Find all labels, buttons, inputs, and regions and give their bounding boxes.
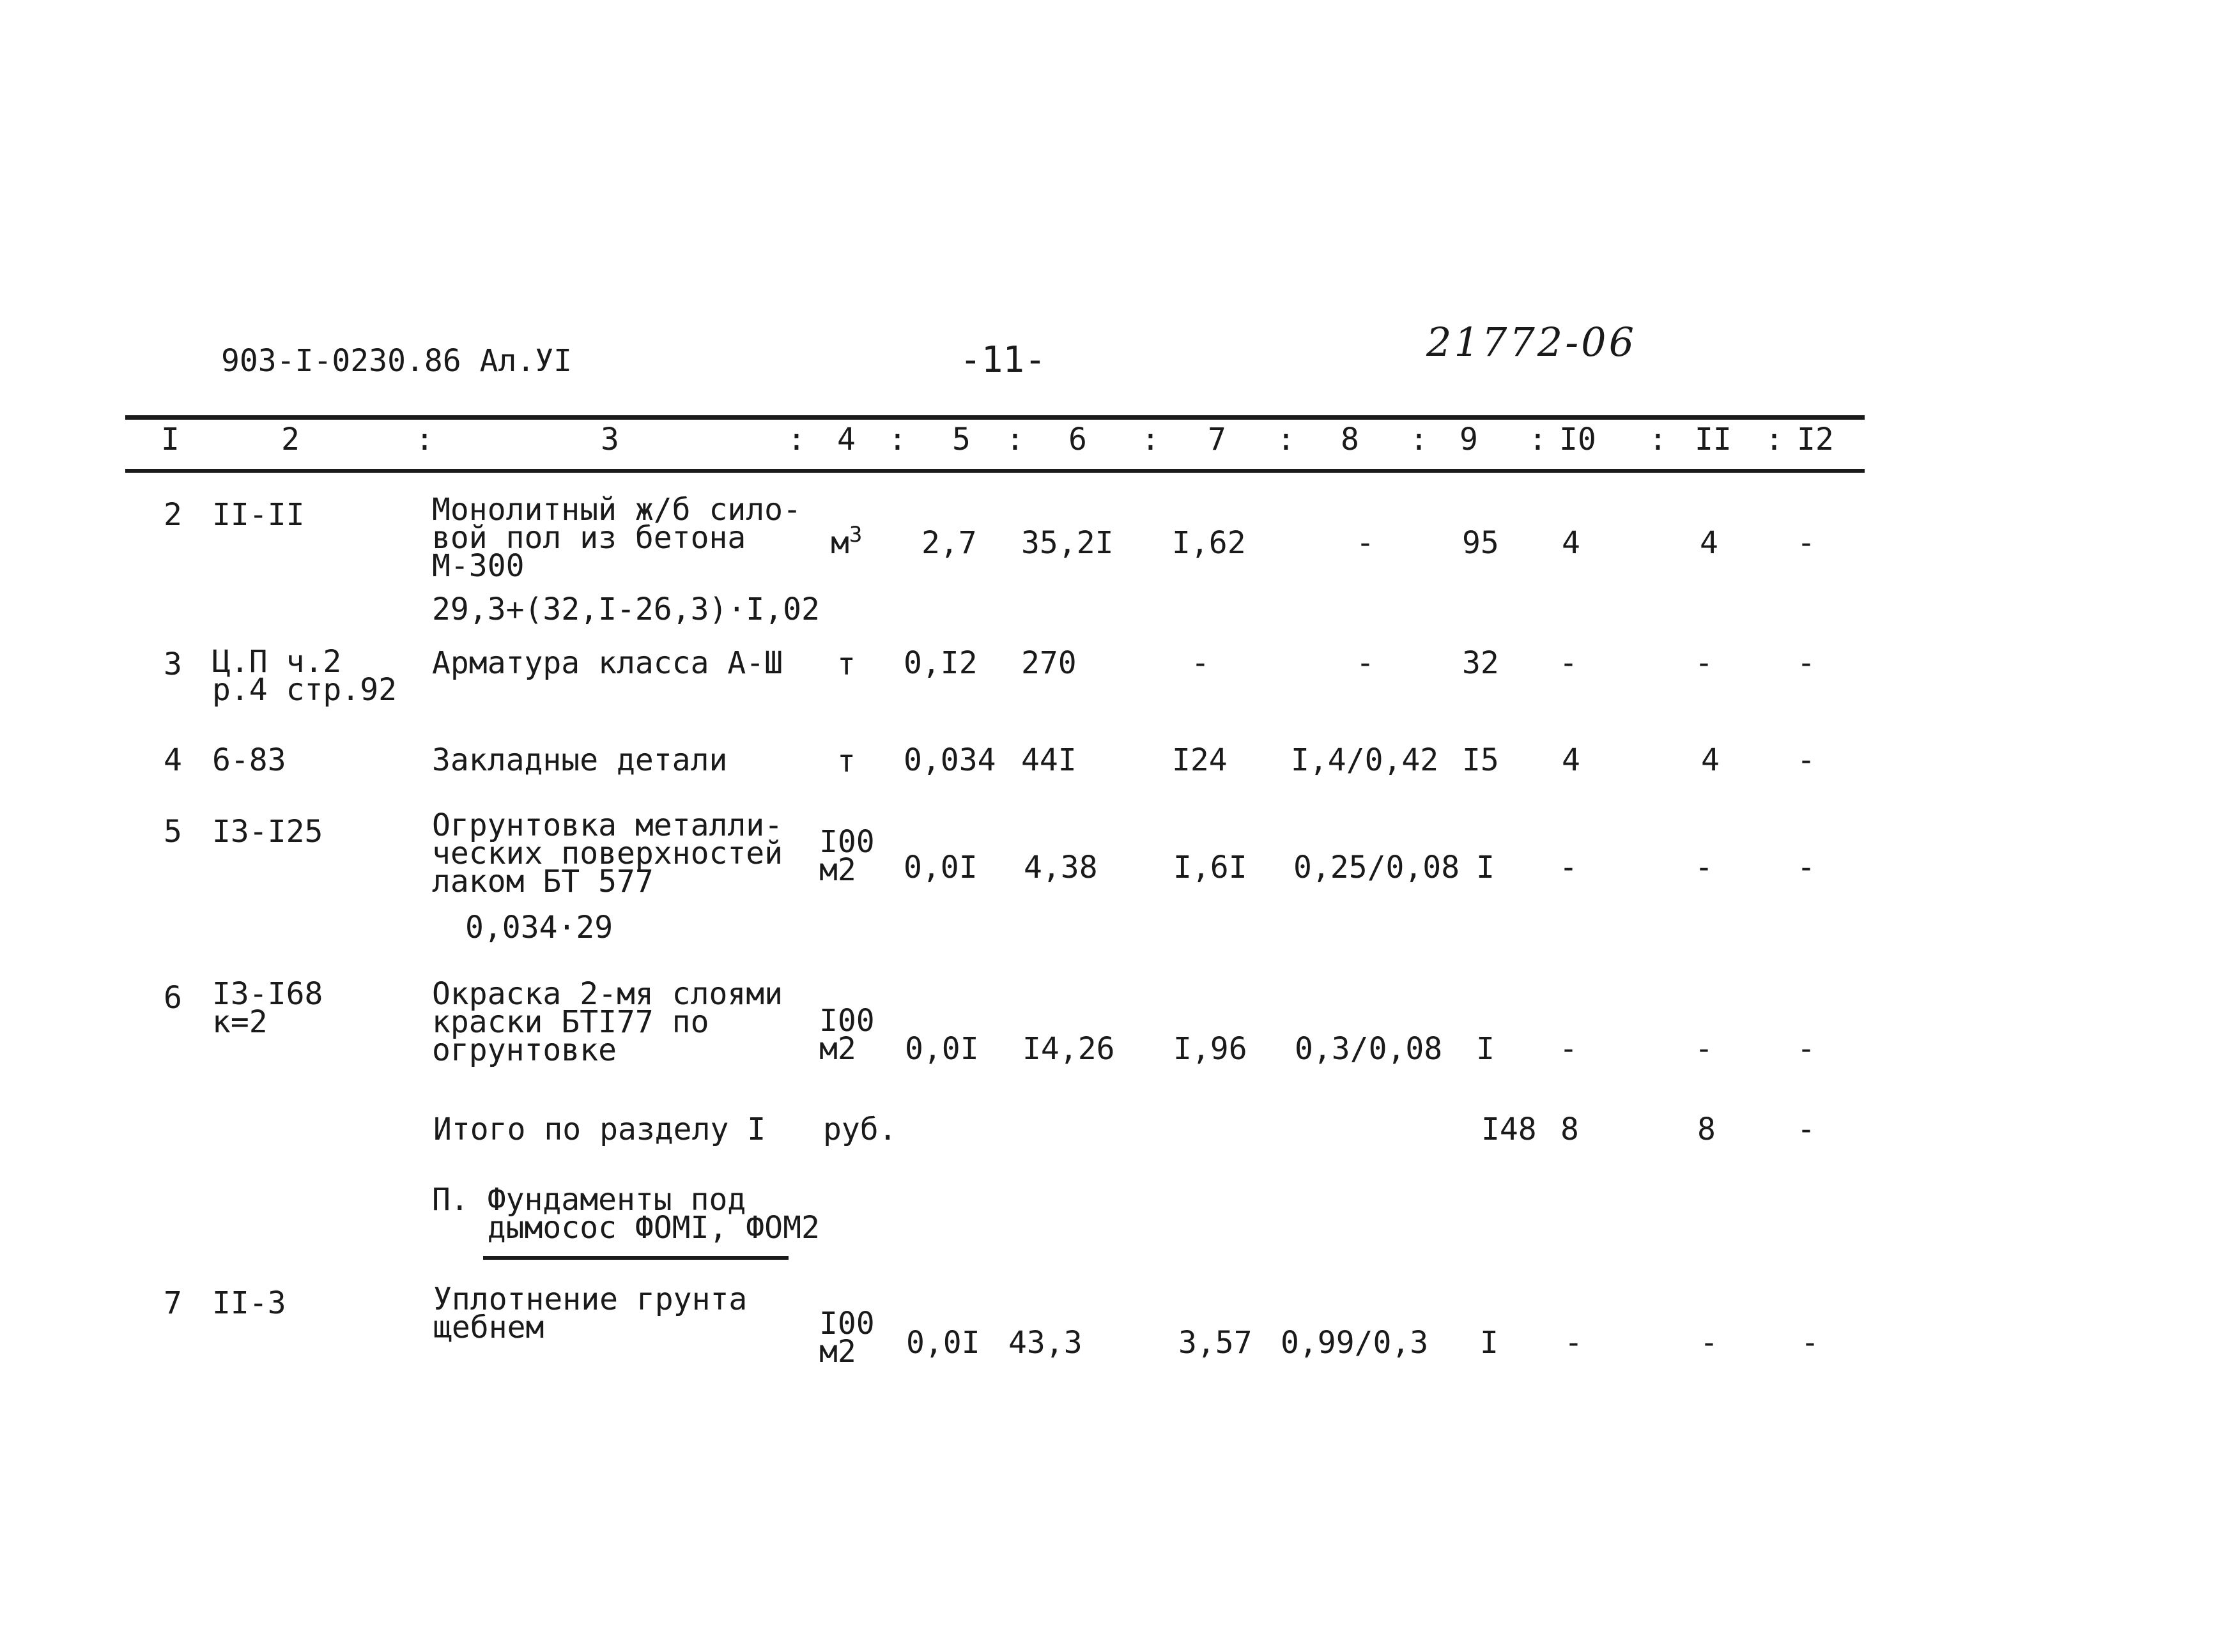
col-8-value: 0,3/0,08 [1295, 1031, 1443, 1067]
col-8-value: I,4/0,42 [1291, 742, 1439, 778]
col-7-value: I,6I [1173, 850, 1247, 885]
column-header: 4 [837, 422, 856, 457]
norm-code: I3-I68 к=2 [212, 976, 323, 1040]
row-number: 4 [164, 742, 182, 778]
unit-cost: I4,26 [1022, 1031, 1115, 1067]
column-header: 7 [1208, 422, 1226, 457]
col-9-value: I [1476, 1031, 1495, 1067]
col-10-value: - [1559, 1031, 1578, 1067]
col-11-value: 4 [1701, 742, 1720, 778]
column-header: I [161, 422, 180, 457]
column-header: II [1695, 422, 1732, 457]
col-9-value: I [1480, 1325, 1498, 1361]
work-description: Арматура класса А-Ш [432, 645, 783, 681]
archive-stamp-number: 21772-06 [1426, 319, 1637, 365]
quantity: 0,0I [906, 1325, 980, 1361]
work-description: Огрунтовка металли- ческих поверхностей лаком БТ 577 [432, 807, 783, 899]
column-header: 2 [281, 422, 300, 457]
quantity: 2,7 [921, 525, 977, 561]
row-number: 7 [164, 1285, 182, 1321]
unit: $м^3$ [831, 522, 863, 561]
col-11-value: - [1700, 1325, 1718, 1361]
col-11-value: 8 [1697, 1112, 1716, 1147]
col-8-value: - [1356, 645, 1375, 681]
quantity: 0,034 [904, 742, 996, 778]
table-header-rule [125, 469, 1865, 473]
work-description: Уплотнение грунта щебнем [433, 1281, 748, 1345]
column-separator: : [1765, 422, 1783, 457]
row-number: 6 [164, 980, 182, 1016]
row-number: 2 [164, 497, 182, 533]
column-separator: : [888, 422, 907, 457]
col-10-value: 4 [1562, 525, 1580, 561]
col-9-value: 95 [1462, 525, 1499, 561]
norm-code: I3-I25 [212, 814, 323, 850]
unit: т [837, 646, 856, 682]
norm-code: II-3 [212, 1285, 286, 1321]
column-separator: : [1410, 422, 1428, 457]
unit-cost: 4,38 [1024, 850, 1098, 885]
table-top-rule [125, 415, 1865, 420]
unit-cost: 35,2I [1021, 525, 1114, 561]
col-7-value: I,62 [1172, 525, 1246, 561]
row-number: 3 [164, 646, 182, 682]
quantity: 0,I2 [904, 645, 978, 681]
unit: т [837, 744, 856, 779]
unit-cost: 270 [1021, 645, 1077, 681]
col-7-value: I24 [1172, 742, 1228, 778]
column-separator: : [1006, 422, 1024, 457]
column-header: 8 [1341, 422, 1359, 457]
column-header: I0 [1559, 422, 1596, 457]
norm-code: Ц.П ч.2 р.4 стр.92 [212, 644, 397, 708]
col-8-value: - [1356, 525, 1375, 561]
work-description: Окраска 2-мя слоями краски БТI77 по огрунтовке [432, 976, 783, 1068]
col-10-value: 4 [1562, 742, 1580, 778]
column-header: 9 [1460, 422, 1478, 457]
column-separator: : [787, 422, 806, 457]
col-11-value: - [1695, 1031, 1713, 1067]
col-7-value: I,96 [1173, 1031, 1247, 1067]
col-10-value: - [1564, 1325, 1583, 1361]
column-separator: : [1277, 422, 1295, 457]
unit-cost: 43,3 [1008, 1325, 1082, 1361]
col-9-value: I [1476, 850, 1495, 885]
column-header: 5 [952, 422, 971, 457]
work-description: Монолитный ж/б сило- вой пол из бетона М-300 [432, 492, 801, 584]
col-11-value: - [1695, 645, 1713, 681]
section-underline [483, 1256, 789, 1260]
section-heading: П. Фундаменты под дымосос ФОМI, ФОМ2 [432, 1182, 820, 1246]
page-number: -11- [960, 339, 1046, 381]
col-9-value: 32 [1462, 645, 1499, 681]
col-12-value: - [1797, 850, 1815, 885]
quantity: 0,0I [904, 850, 978, 885]
col-9-value: I5 [1462, 742, 1499, 778]
unit: I00 м2 [819, 824, 875, 888]
column-header: I2 [1797, 422, 1834, 457]
unit-cost: 44I [1021, 742, 1077, 778]
col-12-value: - [1797, 742, 1815, 778]
col-7-value: - [1191, 645, 1210, 681]
col-12-value: - [1797, 1031, 1815, 1067]
norm-code: 6-83 [212, 742, 286, 778]
row-number: 5 [164, 814, 182, 850]
col-11-value: 4 [1700, 525, 1718, 561]
col-10-value: - [1559, 850, 1578, 885]
quantity-formula: 0,034·29 [465, 910, 613, 945]
col-12-value: - [1797, 1112, 1815, 1147]
col-12-value: - [1797, 525, 1815, 561]
col-10-value: 8 [1560, 1112, 1579, 1147]
col-10-value: - [1559, 645, 1578, 681]
col-7-value: 3,57 [1178, 1325, 1252, 1361]
column-header: 6 [1068, 422, 1087, 457]
col-11-value: - [1695, 850, 1713, 885]
column-separator: : [1141, 422, 1160, 457]
document-code: 903-I-0230.86 Ал.УI [221, 343, 573, 379]
col-12-value: - [1797, 645, 1815, 681]
work-description: Закладные детали [432, 742, 728, 778]
col-9-value: I48 [1481, 1112, 1537, 1147]
column-separator: : [415, 422, 434, 457]
column-header: 3 [601, 422, 619, 457]
unit: I00 м2 [819, 1306, 875, 1370]
col-8-value: 0,99/0,3 [1281, 1325, 1429, 1361]
column-separator: : [1529, 422, 1547, 457]
norm-code: II-II [212, 497, 305, 533]
quantity: 0,0I [905, 1031, 979, 1067]
column-separator: : [1649, 422, 1667, 457]
total-label: Итого по разделу I [433, 1112, 766, 1147]
unit: I00 м2 [819, 1003, 875, 1067]
col-8-value: 0,25/0,08 [1293, 850, 1460, 885]
quantity-formula: 29,3+(32,I-26,3)·I,02 [432, 592, 820, 627]
total-unit: руб. [823, 1112, 897, 1147]
col-12-value: - [1801, 1325, 1819, 1361]
